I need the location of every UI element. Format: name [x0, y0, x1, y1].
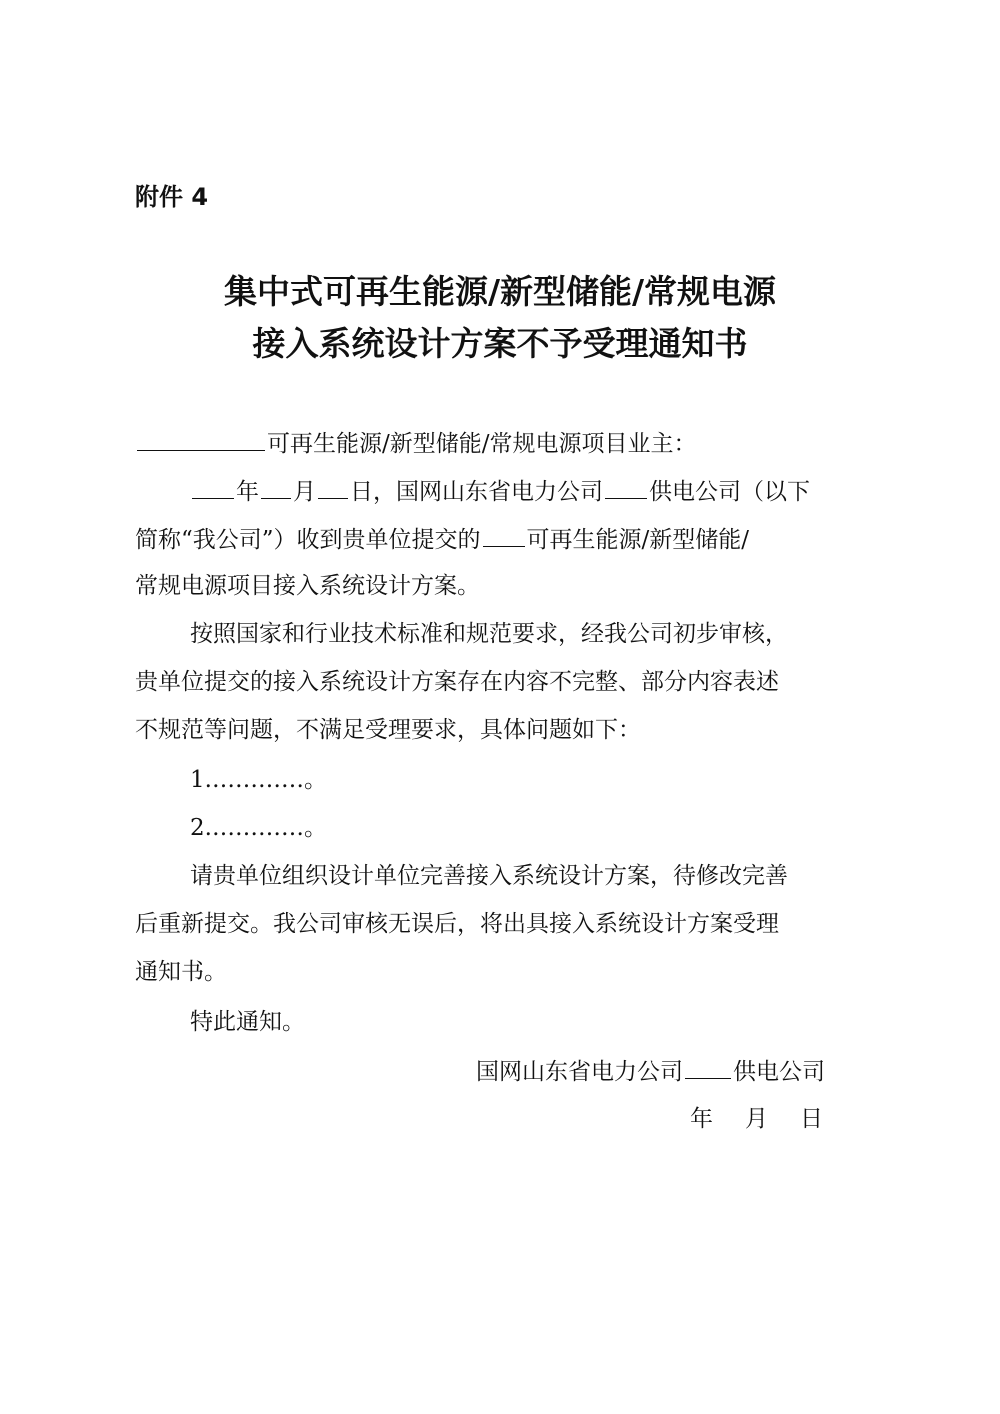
blank-supply-company	[605, 472, 647, 499]
para1-tail-text: 供电公司（以下	[649, 479, 810, 505]
blank-day	[318, 472, 348, 499]
blank-project-name	[137, 424, 265, 451]
signature-suffix: 供电公司	[733, 1059, 825, 1085]
para2-line-1: 按照国家和行业技术标准和规范要求，经我公司初步审核，	[190, 621, 788, 647]
para1-line-3: 常规电源项目接入系统设计方案。	[135, 573, 480, 599]
para1-year-text: 年	[236, 479, 259, 505]
para1-line-1	[190, 472, 810, 510]
title-line-2: 接入系统设计方案不予受理通知书	[252, 324, 748, 363]
addressee-line	[135, 424, 697, 462]
issue-item-2: 2.…………。	[190, 815, 327, 841]
para1-company-text: 日，国网山东省电力公司	[350, 479, 603, 505]
closing-text: 特此通知。	[190, 1009, 305, 1035]
blank-signature-company	[685, 1052, 731, 1079]
para1-line2-tail: 可再生能源/新型储能/	[526, 527, 750, 553]
para2-line-2: 贵单位提交的接入系统设计方案存在内容不完整、部分内容表述	[135, 669, 779, 695]
blank-year	[192, 472, 234, 499]
para3-line-3: 通知书。	[135, 959, 227, 985]
para1-month-text: 月	[293, 479, 316, 505]
date-year: 年	[690, 1106, 713, 1132]
para3-line-1: 请贵单位组织设计单位完善接入系统设计方案，待修改完善	[190, 863, 788, 889]
para3-line-2: 后重新提交。我公司审核无误后，将出具接入系统设计方案受理	[135, 911, 779, 937]
para1-line-2	[135, 520, 749, 558]
date-day: 日	[800, 1106, 823, 1132]
blank-project	[483, 520, 525, 547]
title-line-1: 集中式可再生能源/新型储能/常规电源	[223, 272, 777, 311]
signature-line	[476, 1052, 825, 1090]
para1-line2-head: 简称“我公司”）收到贵单位提交的	[135, 527, 481, 553]
para2-line-3: 不规范等问题，不满足受理要求，具体问题如下：	[135, 717, 641, 743]
blank-month	[261, 472, 291, 499]
signature-date	[690, 1101, 823, 1137]
attachment-label: 附件 4	[135, 183, 209, 211]
addressee-text: 可再生能源/新型储能/常规电源项目业主：	[267, 431, 697, 457]
issue-item-1: 1.…………。	[190, 767, 327, 793]
date-month: 月	[745, 1106, 768, 1132]
signature-prefix: 国网山东省电力公司	[476, 1059, 683, 1085]
